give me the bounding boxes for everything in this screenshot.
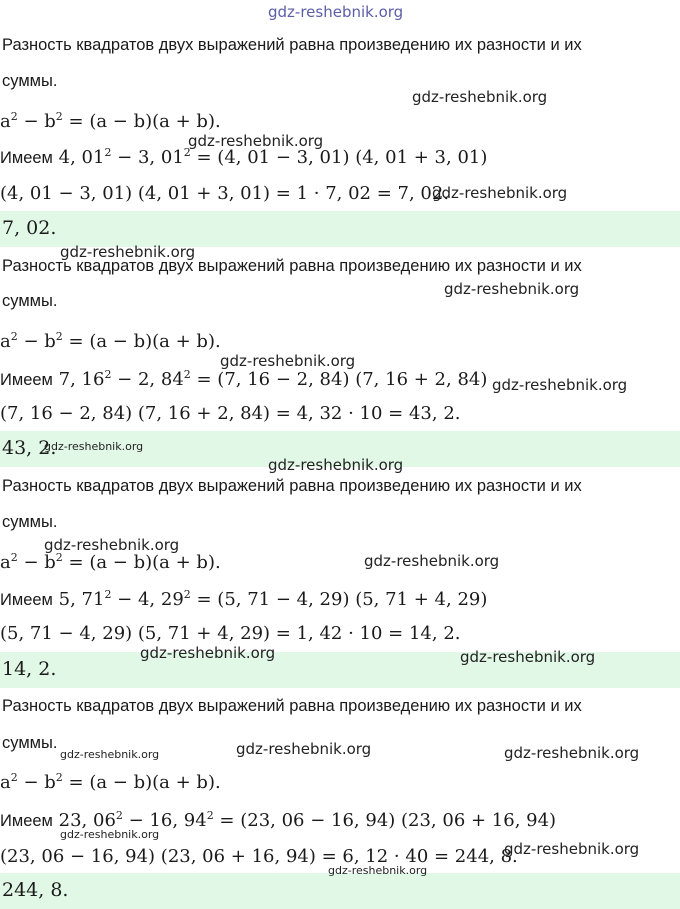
watermark: gdz-reshebnik.org <box>44 440 144 453</box>
step-expression: 7, $16^2 - 2$, $84^2 = (7$, 16 − 2, 84) (7, 16 + 2, 84) <box>58 368 488 390</box>
step-word: Имеем <box>0 812 53 830</box>
watermark: gdz-reshebnik.org <box>140 644 276 662</box>
answer-value: 14, 2. <box>2 658 57 680</box>
watermark: gdz-reshebnik.org <box>460 648 596 666</box>
watermark: gdz-reshebnik.org <box>236 740 372 758</box>
watermark: gdz-reshebnik.org <box>328 864 428 877</box>
formula: $a^2 - b^2 = (a - b)(a + b)$. <box>0 551 221 573</box>
step-word: Имеем <box>0 149 53 167</box>
watermark: gdz-reshebnik.org <box>188 132 324 150</box>
watermark: gdz-reshebnik.org <box>268 456 404 474</box>
solution-section-1 <box>0 0 680 220</box>
formula: $a^2 - b^2 = (a - b)(a + b)$. <box>0 771 221 793</box>
rule-text-line-2: суммы. <box>2 734 58 752</box>
rule-text-line-2: суммы. <box>2 72 58 90</box>
watermark: gdz-reshebnik.org <box>432 184 568 202</box>
step-line <box>0 368 487 392</box>
answer-value: 244, 8. <box>2 879 69 901</box>
watermark: gdz-reshebnik.org <box>492 376 628 394</box>
step-line <box>0 588 487 612</box>
watermark: gdz-reshebnik.org <box>412 88 548 106</box>
step-word: Имеем <box>0 371 53 389</box>
rule-text-line-1: Разность квадратов двух выражений равна произведению их разности и их <box>2 477 582 495</box>
rule-text-line-2: суммы. <box>2 292 58 310</box>
calc-line: (4, 01 − 3, 01) (4, 01 + 3, 01) = 1 · 7, 02 = 7, 02. <box>0 183 450 204</box>
step-expression: 23, $06^2 - 16$, $94^2 = (23$, 06 − 16, 94) (23, 06 + 16, 94) <box>58 809 557 831</box>
watermark: gdz-reshebnik.org <box>444 280 580 298</box>
answer-value: 43, 2. <box>2 437 57 459</box>
rule-text-line-1: Разность квадратов двух выражений равна произведению их разности и их <box>2 36 582 54</box>
step-word: Имеем <box>0 591 53 609</box>
watermark: gdz-reshebnik.org <box>504 744 640 762</box>
calc-line: (23, 06 − 16, 94) (23, 06 + 16, 94) = 6, 12 · 40 = 244, 8. <box>0 846 518 867</box>
formula: $a^2 - b^2 = (a - b)(a + b)$. <box>0 110 221 132</box>
watermark: gdz-reshebnik.org <box>44 536 180 554</box>
watermark: gdz-reshebnik.org <box>60 243 196 261</box>
answer-value: 7, 02. <box>2 217 57 239</box>
answer-box-4 <box>0 873 680 909</box>
step-expression: 4, $01^2 - 3$, $01^2 = (4$, 01 − 3, 01) (4, 01 + 3, 01) <box>58 146 488 168</box>
watermark: gdz-reshebnik.org <box>60 748 160 761</box>
step-expression: 5, $71^2 - 4$, $29^2 = (5$, 71 − 4, 29) (5, 71 + 4, 29) <box>58 588 488 610</box>
watermark: gdz-reshebnik.org <box>504 840 640 858</box>
watermark: gdz-reshebnik.org <box>364 552 500 570</box>
calc-line: (5, 71 − 4, 29) (5, 71 + 4, 29) = 1, 42 · 10 = 14, 2. <box>0 623 461 644</box>
formula: $a^2 - b^2 = (a - b)(a + b)$. <box>0 330 221 352</box>
watermark-top: gdz-reshebnik.org <box>268 3 404 21</box>
watermark: gdz-reshebnik.org <box>60 828 160 841</box>
calc-line: (7, 16 − 2, 84) (7, 16 + 2, 84) = 4, 32 · 10 = 43, 2. <box>0 403 461 424</box>
rule-text-line-1: Разность квадратов двух выражений равна произведению их разности и их <box>2 697 582 715</box>
watermark: gdz-reshebnik.org <box>220 352 356 370</box>
rule-text-line-2: суммы. <box>2 513 58 531</box>
rule-text-line-1: Разность квадратов двух выражений равна произведению их разности и их <box>2 257 582 275</box>
